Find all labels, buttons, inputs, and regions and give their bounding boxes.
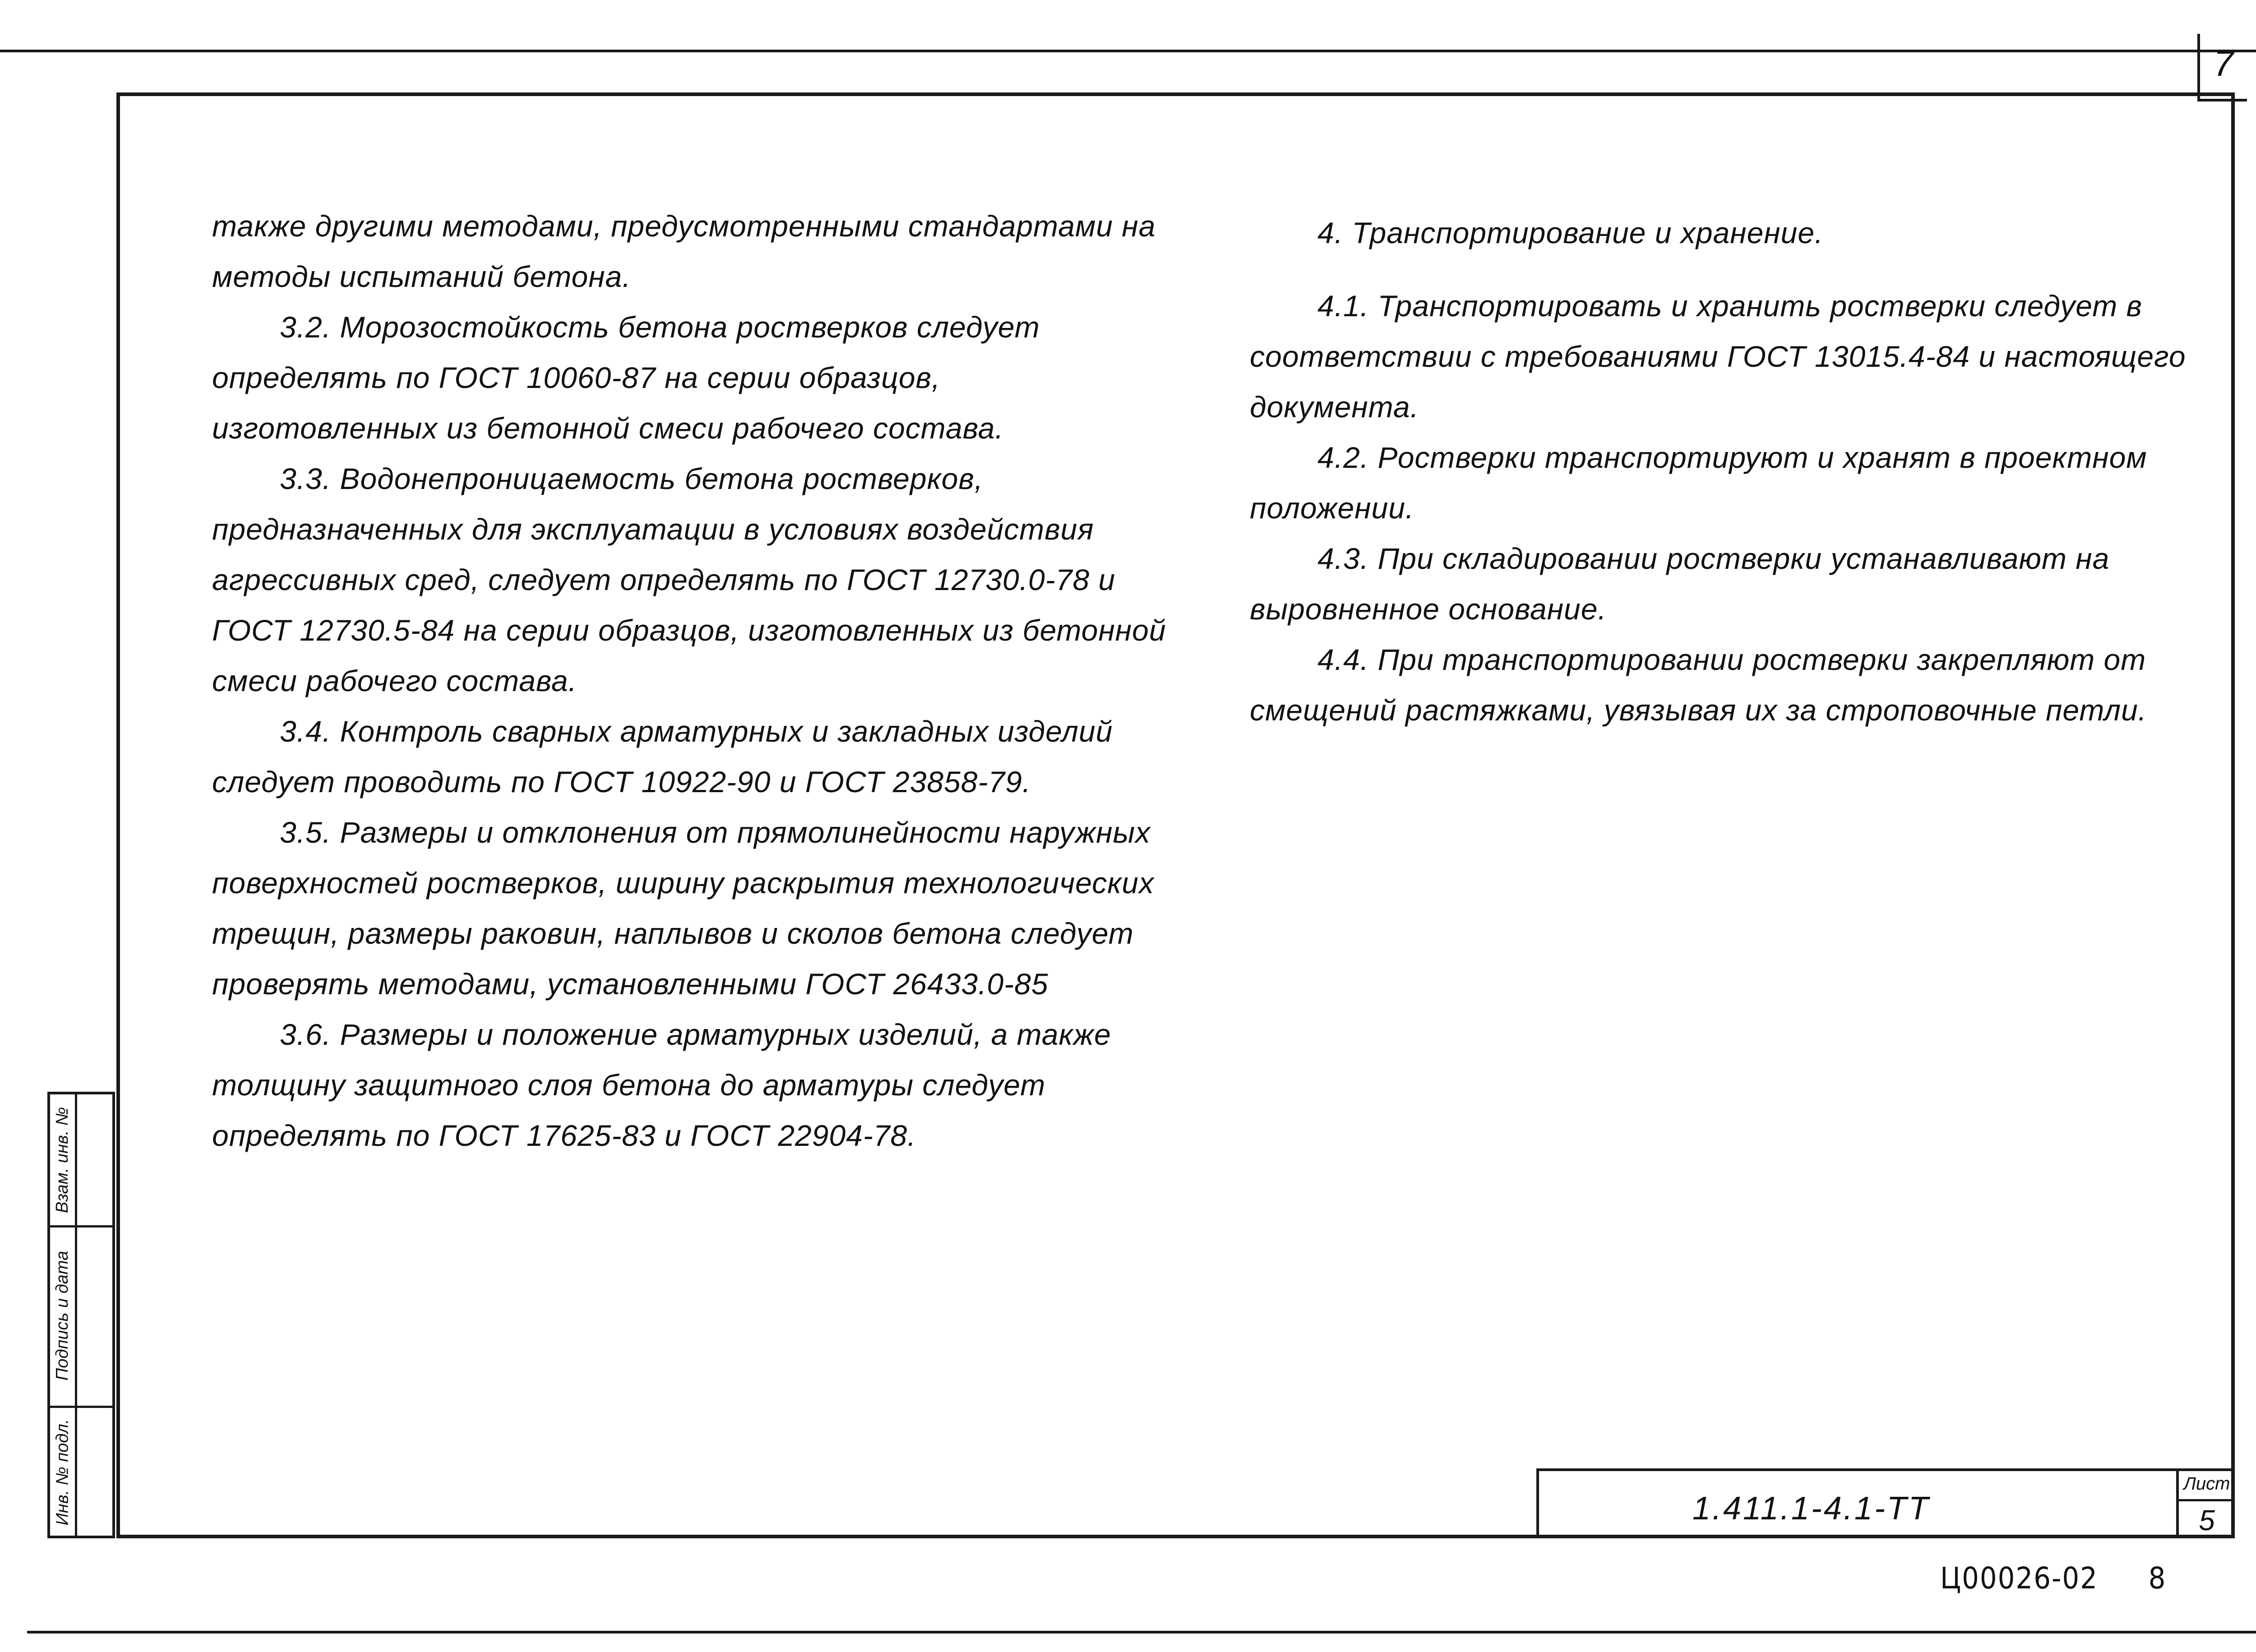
footer-code bbox=[1940, 1561, 2166, 1596]
archive-code: Ц00026-02 bbox=[1940, 1561, 2098, 1596]
paragraph-3-2: 3.2. Морозостойкость бетона ростверков следует определять по ГОСТ 10060-87 на серии образцов, изготовленных из бетонной смеси рабочего состава. bbox=[212, 310, 1040, 445]
paragraph-4-1: 4.1. Транспортировать и хранить ростверки следует в соответствии с требованиями ГОСТ 13015.4-84 и настоящего документа. bbox=[1250, 289, 2186, 424]
side-stamp bbox=[47, 1092, 115, 1538]
sheet-cell bbox=[2176, 1471, 2235, 1538]
sheet-label: Лист bbox=[2183, 1474, 2230, 1494]
paragraph-3-4: 3.4. Контроль сварных арматурных и закладных изделий следует проводить по ГОСТ 10922-90 и ГОСТ 23858-79. bbox=[212, 715, 1113, 798]
archive-page-number: 8 bbox=[2148, 1561, 2167, 1596]
document-designation: 1.411.1-4.1-ТТ bbox=[1692, 1490, 1930, 1527]
paragraph-4-4: 4.4. При транспортировании ростверки закрепляют от смещений растяжками, увязывая их за строповочные петли. bbox=[1250, 643, 2147, 727]
paragraph-4-2: 4.2. Ростверки транспортируют и хранят в проектном положении. bbox=[1250, 441, 2147, 525]
bottom-border-line bbox=[27, 1631, 2256, 1634]
side-stamp-divider bbox=[75, 1094, 77, 1536]
sheet-number: 5 bbox=[2199, 1504, 2215, 1537]
title-block bbox=[1536, 1468, 2235, 1538]
page-corner-number: 7 bbox=[2213, 43, 2234, 83]
sheet-cell-divider bbox=[2179, 1499, 2235, 1501]
side-label-replace-inv: Взам. инв. № bbox=[53, 1107, 72, 1213]
paragraph-4-3: 4.3. При складировании ростверки устанавливают на выровненное основание. bbox=[1250, 542, 2110, 626]
paragraph-3-1-continued: также другими методами, предусмотренными стандартами на методы испытаний бетона. bbox=[212, 209, 1156, 293]
side-label-signature-date: Подпись и дата bbox=[53, 1251, 72, 1380]
right-text-column bbox=[1250, 208, 2215, 735]
page-corner-box bbox=[2197, 34, 2247, 102]
side-label-inv-original: Инв. № подл. bbox=[53, 1419, 72, 1526]
paragraph-3-3: 3.3. Водонепроницаемость бетона ростверков, предназначенных для эксплуатации в условиях воздействия агрессивных сред, следует определять по ГОСТ 12730.0-78 и ГОСТ 12730.5-84 на серии образцов, изготовленных из бетонной смеси рабочего состава. bbox=[212, 462, 1166, 697]
section-4-heading: 4. Транспортирование и хранение. bbox=[1318, 216, 1824, 249]
top-border-line bbox=[0, 50, 2256, 52]
paragraph-3-6: 3.6. Размеры и положение арматурных изделий, а также толщину защитного слоя бетона до арматуры следует определять по ГОСТ 17625-83 и ГОСТ 22904-78. bbox=[212, 1018, 1111, 1152]
left-text-column bbox=[212, 201, 1173, 1161]
paragraph-3-5: 3.5. Размеры и отклонения от прямолинейности наружных поверхностей ростверков, ширину раскрытия технологических трещин, размеры раковин, наплывов и сколов бетона следует проверять методами, установленными ГОСТ 26433.0-85 bbox=[212, 816, 1155, 1001]
